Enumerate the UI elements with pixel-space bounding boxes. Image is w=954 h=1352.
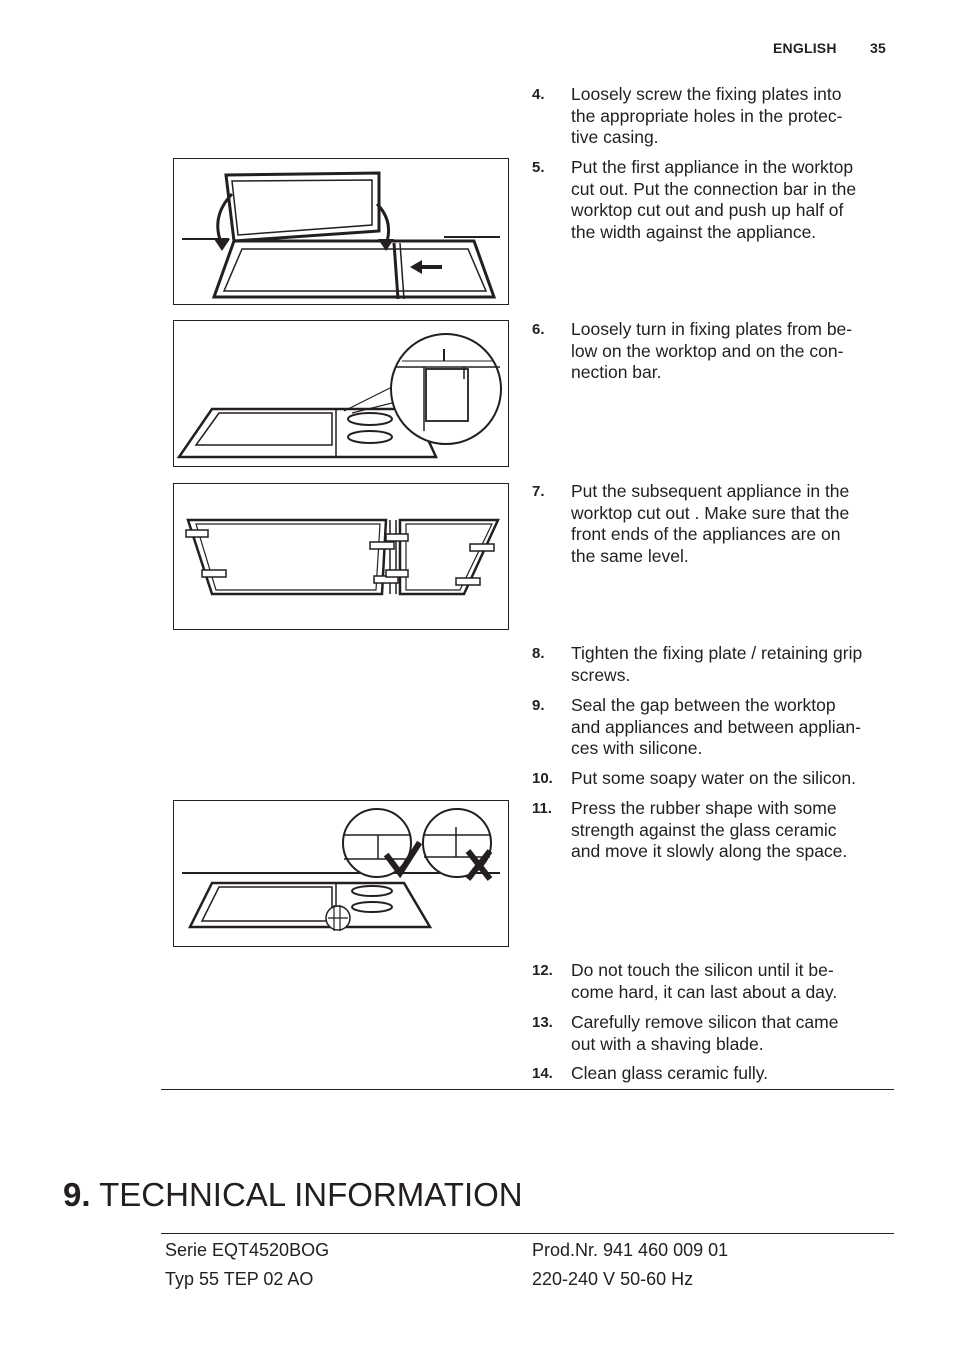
step-number: 4. (532, 86, 545, 103)
step-text: Clean glass ceramic fully. (571, 1063, 769, 1083)
voltage-value: 220-240 V 50-60 Hz (532, 1269, 694, 1289)
step-text: Tighten the fixing plate / retaining grip screws. (571, 643, 863, 685)
prod-nr-value: Prod.Nr. 941 460 009 01 (532, 1240, 729, 1260)
step-number: 12. (532, 962, 553, 979)
serie-value: Serie EQT4520BOG (165, 1240, 330, 1260)
step-number: 10. (532, 770, 553, 787)
typ-value: Typ 55 TEP 02 AO (165, 1269, 314, 1289)
section-divider (161, 1089, 894, 1090)
section-heading (63, 1175, 523, 1215)
language-label: ENGLISH (773, 40, 837, 56)
step-text: Put the first appliance in the worktop cut out. Put the connection bar in the worktop cut out and push up half of the width against the appliance. (571, 157, 857, 242)
step-number: 7. (532, 483, 545, 500)
table-top-rule (161, 1233, 894, 1234)
step-text: Put some soapy water on the silicon. (571, 768, 857, 788)
step-number: 9. (532, 697, 545, 714)
step-number: 6. (532, 321, 545, 338)
step-text: Carefully remove silicon that came out with a shaving blade. (571, 1012, 839, 1054)
step-number: 14. (532, 1065, 553, 1082)
step-text: Press the rubber shape with some strength against the glass ceramic and move it slowly along the space. (571, 798, 848, 861)
step-number: 13. (532, 1014, 553, 1031)
section-title: TECHNICAL INFORMATION (99, 1176, 523, 1213)
section-number: 9. (63, 1176, 91, 1213)
step-text: Seal the gap between the worktop and appliances and between applian- ces with silicone. (571, 695, 861, 758)
figure-two-appliances (173, 483, 509, 630)
step-number: 5. (532, 159, 545, 176)
step-text: Put the subsequent appliance in the worktop cut out . Make sure that the front ends of the appliances are on the same level. (571, 481, 850, 566)
step-text: Do not touch the silicon until it be- come hard, it can last about a day. (571, 960, 838, 1002)
step-text: Loosely turn in fixing plates from be- low on the worktop and on the con- nection bar. (571, 319, 853, 382)
figure-insert-appliance (173, 158, 509, 305)
step-number: 8. (532, 645, 545, 662)
step-number: 11. (532, 800, 553, 817)
page-number: 35 (870, 40, 886, 56)
figure-fixing-plates (173, 320, 509, 467)
step-text: Loosely screw the fixing plates into the appropriate holes in the protec- tive casing. (571, 84, 843, 147)
figure-sealing (173, 800, 509, 947)
